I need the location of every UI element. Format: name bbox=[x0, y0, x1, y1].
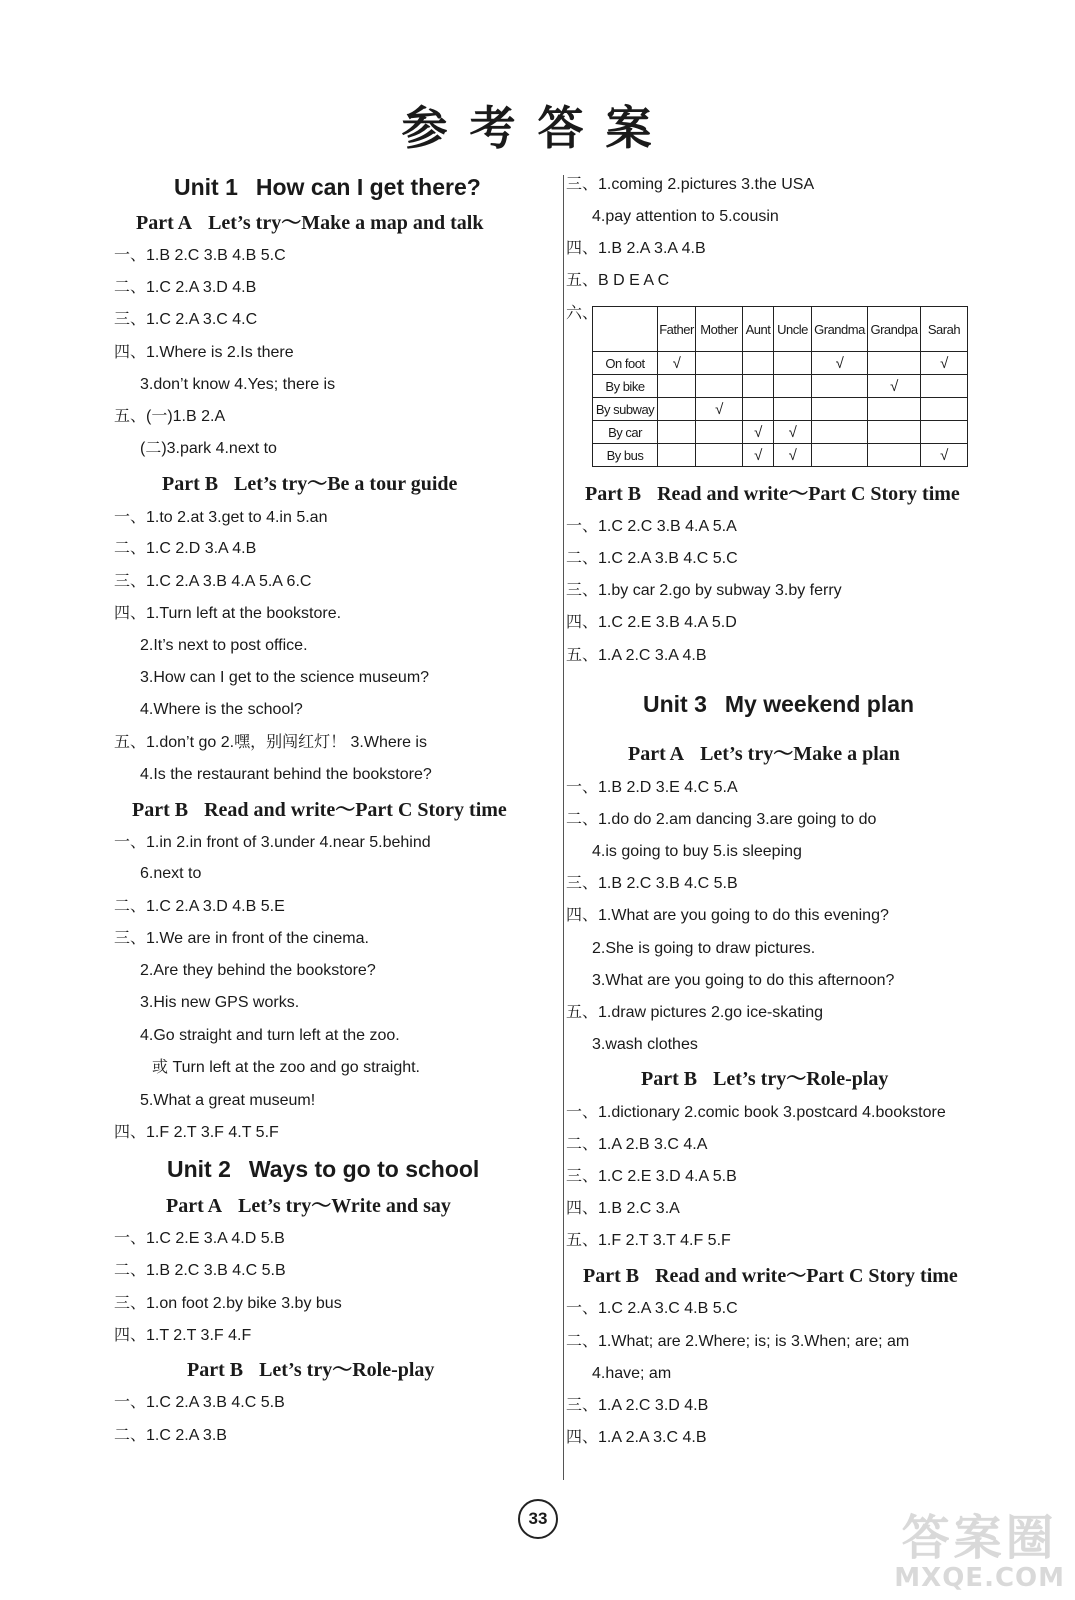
part-title: Let’s try～Role-play bbox=[713, 1068, 889, 1090]
answer-line: 三、1.C 2.A 3.B 4.A 5.A 6.C bbox=[114, 573, 312, 590]
answer-line: 四、1.What are you going to do this evening? bbox=[566, 907, 889, 924]
part-title: Read and write～Part C Story time bbox=[657, 483, 960, 505]
answer-line: 一、1.dictionary 2.comic book 3.postcard 4.bookstore bbox=[566, 1104, 946, 1121]
check-cell bbox=[658, 375, 696, 398]
check-cell: √ bbox=[774, 444, 812, 467]
table-header-cell: Grandpa bbox=[868, 307, 921, 352]
answer-line: 四、1.T 2.T 3.F 4.F bbox=[114, 1327, 252, 1344]
answer-line: 一、1.C 2.A 3.B 4.C 5.B bbox=[114, 1394, 285, 1411]
check-cell: √ bbox=[921, 444, 968, 467]
answer-line: 一、1.to 2.at 3.get to 4.in 5.an bbox=[114, 509, 328, 526]
answer-line: 三、1.C 2.A 3.C 4.C bbox=[114, 311, 258, 328]
check-cell bbox=[696, 375, 743, 398]
answer-line: 五、1.draw pictures 2.go ice-skating bbox=[566, 1004, 824, 1021]
part-title: Let’s try～Role-play bbox=[259, 1359, 435, 1381]
answer-line: 三、1.A 2.C 3.D 4.B bbox=[566, 1397, 709, 1414]
answer-line: 六、 bbox=[566, 305, 599, 322]
part-heading bbox=[136, 210, 483, 236]
answer-line: 五、1.A 2.C 3.A 4.B bbox=[566, 647, 707, 664]
answer-line: 三、1.by car 2.go by subway 3.by ferry bbox=[566, 582, 842, 599]
row-label: By bike bbox=[593, 375, 658, 398]
answer-line: 4.is going to buy 5.is sleeping bbox=[592, 843, 802, 860]
answer-line: 3.His new GPS works. bbox=[140, 994, 300, 1011]
check-cell: √ bbox=[743, 421, 774, 444]
table-header-row bbox=[593, 307, 968, 352]
table-header-cell: Sarah bbox=[921, 307, 968, 352]
table-corner-cell bbox=[593, 307, 658, 352]
answer-line: 五、B D E A C bbox=[566, 272, 670, 289]
table-row bbox=[593, 444, 968, 467]
answer-line: 4.pay attention to 5.cousin bbox=[592, 208, 779, 225]
answer-line: 五、1.don’t go 2.嘿，别闯红灯！ 3.Where is bbox=[114, 734, 427, 751]
part-label: Part B bbox=[583, 1265, 640, 1287]
table-header-cell: Uncle bbox=[774, 307, 812, 352]
check-cell bbox=[868, 444, 921, 467]
check-cell bbox=[921, 421, 968, 444]
answer-line: 四、1.C 2.E 3.B 4.A 5.D bbox=[566, 614, 737, 631]
table-header-cell: Grandma bbox=[812, 307, 868, 352]
unit-3-heading bbox=[643, 689, 914, 719]
row-label: By subway bbox=[593, 398, 658, 421]
check-cell bbox=[696, 352, 743, 375]
check-cell bbox=[921, 398, 968, 421]
unit-2-heading bbox=[167, 1154, 479, 1184]
part-heading bbox=[641, 1066, 888, 1092]
table-header-cell: Aunt bbox=[743, 307, 774, 352]
part-heading bbox=[132, 797, 507, 823]
answer-line: 三、1.coming 2.pictures 3.the USA bbox=[566, 176, 815, 193]
answer-line: 一、1.B 2.D 3.E 4.C 5.A bbox=[566, 779, 738, 796]
answer-line: 2.She is going to draw pictures. bbox=[592, 940, 816, 957]
part-heading bbox=[583, 1263, 958, 1289]
part-label: Part A bbox=[166, 1195, 223, 1217]
check-cell: √ bbox=[921, 352, 968, 375]
answer-line: 二、1.What; are 2.Where; is; is 3.When; are; am bbox=[566, 1333, 910, 1350]
answer-line: 四、1.A 2.A 3.C 4.B bbox=[566, 1429, 707, 1446]
part-label: Part B bbox=[641, 1068, 698, 1090]
answer-line: 6.next to bbox=[140, 865, 202, 882]
unit-number: Unit 3 bbox=[643, 691, 707, 717]
check-cell bbox=[921, 375, 968, 398]
table-row bbox=[593, 352, 968, 375]
unit-title: How can I get there? bbox=[255, 174, 481, 200]
check-cell bbox=[812, 375, 868, 398]
answer-line: 二、1.B 2.C 3.B 4.C 5.B bbox=[114, 1262, 286, 1279]
part-label: Part B bbox=[187, 1359, 244, 1381]
answer-line: 4.Go straight and turn left at the zoo. bbox=[140, 1027, 400, 1044]
part-heading bbox=[585, 481, 960, 507]
check-cell: √ bbox=[743, 444, 774, 467]
part-label: Part B bbox=[585, 483, 642, 505]
part-heading bbox=[628, 741, 900, 767]
answer-line: 四、1.Where is 2.Is there bbox=[114, 344, 294, 361]
answer-line: 一、1.C 2.E 3.A 4.D 5.B bbox=[114, 1230, 285, 1247]
watermark-text: 答案圈 bbox=[901, 1510, 1058, 1566]
check-cell: √ bbox=[868, 375, 921, 398]
part-heading bbox=[187, 1357, 434, 1383]
answer-line: 四、1.B 2.A 3.A 4.B bbox=[566, 240, 706, 257]
answer-line: 一、1.in 2.in front of 3.under 4.near 5.behind bbox=[114, 834, 431, 851]
check-cell bbox=[743, 375, 774, 398]
answer-line: 3.don’t know 4.Yes; there is bbox=[140, 376, 336, 393]
unit-number: Unit 1 bbox=[174, 174, 238, 200]
watermark-logo bbox=[894, 1512, 1065, 1592]
answer-line: 三、1.We are in front of the cinema. bbox=[114, 930, 369, 947]
check-cell: √ bbox=[696, 398, 743, 421]
answer-line: 2.Are they behind the bookstore? bbox=[140, 962, 376, 979]
table-header-cell: Father bbox=[658, 307, 696, 352]
part-heading bbox=[166, 1193, 451, 1219]
part-title: Read and write～Part C Story time bbox=[204, 799, 507, 821]
part-heading bbox=[162, 471, 457, 497]
check-cell bbox=[868, 421, 921, 444]
check-cell bbox=[696, 444, 743, 467]
check-cell bbox=[812, 398, 868, 421]
part-title: Read and write～Part C Story time bbox=[655, 1265, 958, 1287]
part-label: Part B bbox=[162, 473, 219, 495]
answer-line: 二、1.C 2.A 3.D 4.B 5.E bbox=[114, 898, 285, 915]
row-label: By car bbox=[593, 421, 658, 444]
part-title: Let’s try～Make a plan bbox=[700, 743, 900, 765]
unit-title: My weekend plan bbox=[724, 691, 915, 717]
check-cell bbox=[658, 444, 696, 467]
answer-line: 二、1.C 2.A 3.D 4.B bbox=[114, 279, 257, 296]
answer-line: 五、1.F 2.T 3.T 4.F 5.F bbox=[566, 1232, 731, 1249]
answer-line: 三、1.C 2.E 3.D 4.A 5.B bbox=[566, 1168, 737, 1185]
part-title: Let’s try～Be a tour guide bbox=[234, 473, 458, 495]
answer-line: 2.It’s next to post office. bbox=[140, 637, 308, 654]
answer-line: 三、1.B 2.C 3.B 4.C 5.B bbox=[566, 875, 738, 892]
check-cell bbox=[868, 398, 921, 421]
check-cell: √ bbox=[812, 352, 868, 375]
answer-line: 5.What a great museum! bbox=[140, 1092, 316, 1109]
unit-1-heading bbox=[174, 172, 481, 202]
check-cell bbox=[743, 398, 774, 421]
part-title: Let’s try～Make a map and talk bbox=[208, 212, 484, 234]
answer-line: 四、1.F 2.T 3.F 4.T 5.F bbox=[114, 1124, 279, 1141]
answer-line: 4.have; am bbox=[592, 1365, 672, 1382]
check-cell: √ bbox=[658, 352, 696, 375]
answer-line: 四、1.B 2.C 3.A bbox=[566, 1200, 680, 1217]
part-label: Part A bbox=[136, 212, 193, 234]
answer-line: 一、1.B 2.C 3.B 4.B 5.C bbox=[114, 247, 286, 264]
answer-line: 二、1.do do 2.am dancing 3.are going to do bbox=[566, 811, 877, 828]
unit-title: Ways to go to school bbox=[248, 1156, 480, 1182]
check-cell bbox=[696, 421, 743, 444]
part-label: Part B bbox=[132, 799, 189, 821]
column-divider bbox=[563, 175, 564, 1480]
answer-line: 二、1.A 2.B 3.C 4.A bbox=[566, 1136, 708, 1153]
answer-line: 3.What are you going to do this afternoon? bbox=[592, 972, 895, 989]
watermark-url: MXQE.COM bbox=[894, 1563, 1065, 1593]
answer-line: 一、1.C 2.C 3.B 4.A 5.A bbox=[566, 518, 737, 535]
check-cell bbox=[658, 398, 696, 421]
answer-line: 4.Where is the school? bbox=[140, 701, 303, 718]
answer-line: 4.Is the restaurant behind the bookstore? bbox=[140, 766, 432, 783]
check-cell bbox=[658, 421, 696, 444]
answer-line: 五、(一)1.B 2.A bbox=[114, 408, 226, 425]
answer-line: 3.How can I get to the science museum? bbox=[140, 669, 430, 686]
check-cell bbox=[774, 398, 812, 421]
check-cell bbox=[774, 352, 812, 375]
check-cell bbox=[812, 421, 868, 444]
page-number: 33 bbox=[518, 1499, 558, 1539]
row-label: By bus bbox=[593, 444, 658, 467]
answer-line: 四、1.Turn left at the bookstore. bbox=[114, 605, 342, 622]
answer-line: 或 Turn left at the zoo and go straight. bbox=[152, 1059, 421, 1076]
table-row bbox=[593, 375, 968, 398]
row-label: On foot bbox=[593, 352, 658, 375]
answer-line: 三、1.on foot 2.by bike 3.by bus bbox=[114, 1295, 342, 1312]
check-cell bbox=[812, 444, 868, 467]
check-cell bbox=[743, 352, 774, 375]
check-cell bbox=[774, 375, 812, 398]
page-title: 参考答案 bbox=[401, 101, 674, 155]
table-row bbox=[593, 398, 968, 421]
unit-number: Unit 2 bbox=[167, 1156, 231, 1182]
part-label: Part A bbox=[628, 743, 685, 765]
table-header-cell: Mother bbox=[696, 307, 743, 352]
part-title: Let’s try～Write and say bbox=[238, 1195, 451, 1217]
transport-table bbox=[592, 306, 968, 467]
table-row bbox=[593, 421, 968, 444]
answer-line: 一、1.C 2.A 3.C 4.B 5.C bbox=[566, 1300, 738, 1317]
check-cell bbox=[868, 352, 921, 375]
answer-line: 二、1.C 2.A 3.B 4.C 5.C bbox=[566, 550, 738, 567]
answer-line: 二、1.C 2.A 3.B bbox=[114, 1427, 227, 1444]
answer-line: 二、1.C 2.D 3.A 4.B bbox=[114, 540, 257, 557]
answer-line: (二)3.park 4.next to bbox=[140, 440, 277, 457]
answer-line: 3.wash clothes bbox=[592, 1036, 698, 1053]
check-cell: √ bbox=[774, 421, 812, 444]
